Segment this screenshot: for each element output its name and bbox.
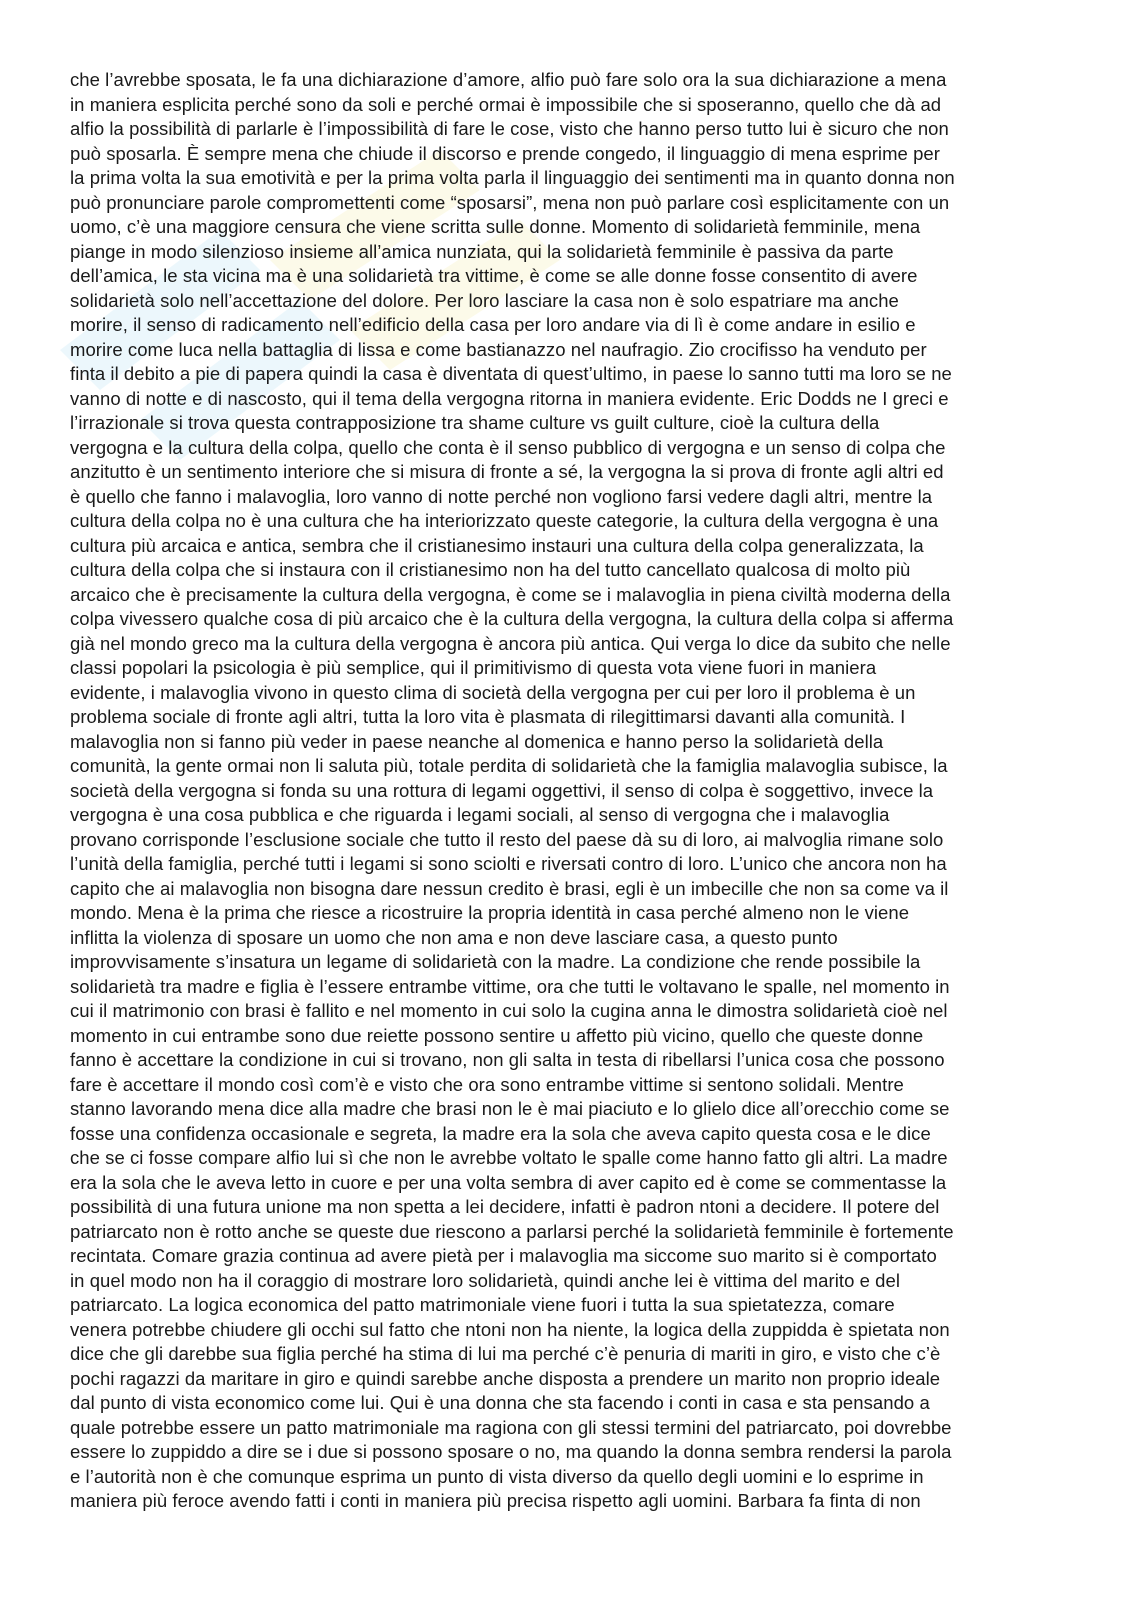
document-body-text: che l’avrebbe sposata, le fa una dichiarazione d’amore, alfio può fare solo ora la sua dichiarazione a mena in maniera esplicita perché sono da soli e perché ormai è impossibile che si sposeranno, quello che dà ad alfio la possibilità di parlarle è l’impossibilità di fare le cose, visto che hanno perso tutto lui è sicuro che non può sposarla. È sempre mena che chiude il discorso e prende congedo, il linguaggio di mena esprime per la prima volta la sua emotività e per la prima volta parla il linguaggio dei sentimenti ma in quanto donna non può pronunciare parole compromettenti come “sposarsi”, mena non può parlare così esplicitamente con un uomo, c’è una maggiore censura che viene scritta sulle donne. Momento di solidarietà femminile, mena piange in modo silenzioso insieme all’amica nunziata, qui la solidarietà femminile è passiva da parte dell’amica, le sta vicina ma è una solidarietà tra vittime, è come se alle donne fosse consentito di avere solidarietà solo nell’accettazione del dolore. Per loro lasciare la casa non è solo espatriare ma anche morire, il senso di radicamento nell’edificio della casa per loro andare via di lì è come andare in esilio e morire come luca nella battaglia di lissa e come bastianazzo nel naufragio. Zio crocifisso ha venduto per finta il debito a pie di papera quindi la casa è diventata di quest’ultimo, in paese lo sanno tutti ma loro se ne vanno di notte e di nascosto, qui il tema della vergogna ritorna in maniera evidente. Eric Dodds ne I greci e l’irrazionale si trova questa contrapposizione tra shame culture vs guilt culture, cioè la cultura della vergogna e la cultura della colpa, quello che conta è il senso pubblico di vergogna e un senso di colpa che anzitutto è un sentimento interiore che si misura di fronte a sé, la vergogna la si prova di fronte agli altri ed è quello che fanno i malavoglia, loro vanno di notte perché non vogliono farsi vedere dagli altri, mentre la cultura della colpa no è una cultura che ha interiorizzato queste categorie, la cultura della vergogna è una cultura più arcaica e antica, sembra che il cristianesimo instauri una cultura della colpa generalizzata, la cultura della colpa che si instaura con il cristianesimo non ha del tutto cancellato qualcosa di molto più arcaico che è precisamente la cultura della vergogna, è come se i malavoglia in piena civiltà moderna della colpa vivessero qualche cosa di più arcaico che è la cultura della vergogna, la cultura della colpa si afferma già nel mondo greco ma la cultura della vergogna è ancora più antica. Qui verga lo dice da subito che nelle classi popolari la psicologia è più semplice, qui il primitivismo di questa vota viene fuori in maniera evidente, i malavoglia vivono in questo clima di società della vergogna per cui per loro il problema è un problema sociale di fronte agli altri, tutta la loro vita è plasmata di rilegittimarsi davanti alla comunità. I malavoglia non si fanno più veder in paese neanche al domenica e hanno perso la solidarietà della comunità, la gente ormai non li saluta più, totale perdita di solidarietà che la famiglia malavoglia subisce, la società della vergogna si fonda su una rottura di legami oggettivi, il senso di colpa è soggettivo, invece la vergogna è una cosa pubblica e che riguarda i legami sociali, al senso di vergogna che i malavoglia provano corrisponde l’esclusione sociale che tutto il resto del paese dà su di loro, ai malvoglia rimane solo l’unità della famiglia, perché tutti i legami si sono sciolti e riversati contro di loro. L’unico che ancora non ha capito che ai malavoglia non bisogna dare nessun credito è brasi, egli è un imbecille che non sa come va il mondo. Mena è la prima che riesce a ricostruire la propria identità in casa perché almeno non le viene inflitta la violenza di sposare un uomo che non ama e non deve lasciare casa, a questo punto improvvisamente s’insatura un legame di solidarietà con la madre. La condizione che rende possibile la solidarietà tra madre e figlia è l’essere entrambe vittime, ora che tutti le voltavano le spalle, nel momento in cui il matrimonio con brasi è fallito e nel momento in cui solo la cugina anna le dimostra solidarietà cioè nel momento in cui entrambe sono due reiette possono sentire u affetto più vicino, quello che queste donne fanno è accettare la condizione in cui si trovano, non gli salta in testa di ribellarsi l’unica cosa che possono fare è accettare il mondo così com’è e visto che ora sono entrambe vittime si sentono solidali. Mentre stanno lavorando mena dice alla madre che brasi non le è mai piaciuto e lo glielo dice all’orecchio come se fosse una confidenza occasionale e segreta, la madre era la sola che aveva capito questa cosa e le dice che se ci fosse compare alfio lui sì che non le avrebbe voltato le spalle come hanno fatto gli altri. La madre era la sola che le aveva letto in cuore e per una volta sembra di aver capito ed è come se commentasse la possibilità di una futura unione ma non spetta a lei decidere, infatti è padron ntoni a decidere. Il potere del patriarcato non è rotto anche se queste due riescono a parlarsi perché la solidarietà femminile è fortemente recintata. Comare grazia continua ad avere pietà per i malavoglia ma siccome suo marito si è comportato in quel modo non ha il coraggio di mostrare loro solidarietà, quindi anche lei è vittima del marito e del patriarcato. La logica economica del patto matrimoniale viene fuori i tutta la sua spietatezza, comare venera potrebbe chiudere gli occhi sul fatto che ntoni non ha niente, la logica della zuppidda è spietata non dice che gli darebbe sua figlia perché ha stima di lui ma perché c’è penuria di mariti in giro, e visto che c’è pochi ragazzi da maritare in giro e quindi sarebbe anche disposta a prendere un marito non proprio ideale dal punto di vista economico come lui. Qui è una donna che sta facendo i conti in casa e sta pensando a quale potrebbe essere un patto matrimoniale ma ragiona con gli stessi termini del patriarcato, poi dovrebbe essere lo zuppiddo a dire se i due si possono sposare o no, ma quando la donna sembra rendersi la parola e l’autorità non è che comunque esprima un punto di vista diverso da quello degli uomini e lo esprime in maniera più feroce avendo fatti i conti in maniera più precisa rispetto agli uomini. Barbara fa finta di non <box>70 69 955 1511</box>
